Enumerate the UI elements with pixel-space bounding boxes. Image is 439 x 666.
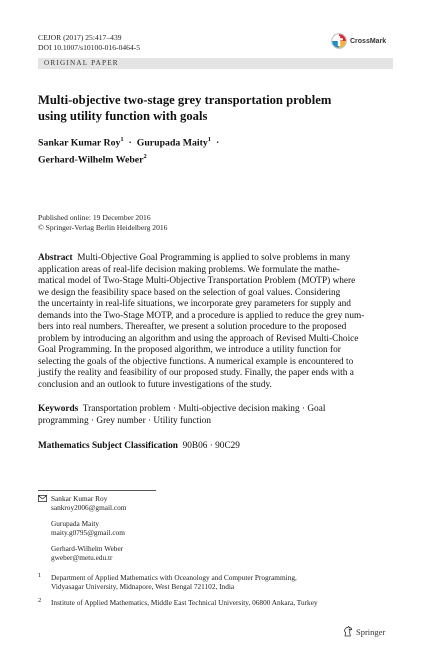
affiliation-marker: 1 — [207, 136, 212, 143]
crossmark-icon — [331, 33, 347, 49]
affiliation-marker: 2 — [143, 153, 147, 161]
affiliation-line: Vidyasagar University, Midnapore, West Bengal 721102, India — [51, 582, 235, 592]
abstract-line: conclusion and an outlook to future investigations of the study. — [38, 380, 272, 391]
contact-name: Gerhard-Wilhelm Weber — [51, 544, 124, 553]
contact-name: Sankar Kumar Roy — [51, 494, 108, 503]
crossmark-badge[interactable] — [331, 33, 397, 49]
title-line-1: Multi-objective two-stage grey transportation problem — [38, 93, 332, 107]
springer-horse-icon — [343, 626, 353, 637]
abstract-line: application areas of real-life decision making problems. We formulate the mathe- — [38, 264, 340, 275]
author-separator: · — [215, 137, 220, 149]
abstract-line: justify the reality and feasibility of our proposed study. Finally, the paper ends with a — [38, 368, 354, 379]
abstract-line: we design the feasibility space based on the selection of goal values. Considering — [38, 287, 341, 298]
keywords-line: Transportation problem · Multi-objective decision making · Goal — [82, 404, 326, 414]
affiliation-line: Department of Applied Mathematics with Oceanology and Computer Programming, — [51, 573, 297, 582]
abstract-heading: Abstract — [38, 253, 73, 263]
abstract-line: the uncertainty in real-life situations, we incorporate grey parameters for supply and — [38, 299, 351, 310]
contact-name: Gurupada Maity — [51, 519, 100, 528]
affiliation-number: 1 — [38, 572, 42, 579]
msc-heading: Mathematics Subject Classification — [38, 441, 178, 451]
abstract-line: bers into real numbers. Thereafter, we present a solution procedure to the proposed — [38, 322, 347, 333]
contact-email[interactable]: gweber@metu.edu.tr — [51, 553, 113, 562]
publication-info — [38, 213, 167, 233]
abstract-line: selecting the goals of the objective functions. A numerical example is encountered to — [38, 356, 354, 367]
doi[interactable]: DOI 10.1007/s10100-016-0464-5 — [38, 43, 141, 52]
abstract — [38, 253, 394, 392]
footnote-rule — [38, 490, 156, 491]
abstract-line: Multi-Objective Goal Programming is applied to solve problems in many — [77, 253, 351, 263]
abstract-line: problem by introducing an algorithm and using the approach of Revised Multi-Choice — [38, 333, 359, 344]
springer-logo[interactable] — [343, 626, 385, 637]
abstract-line: matical model of Two-Stage Multi-Objective Transportation Problem (MOTP) where — [38, 276, 356, 287]
article-type-label: ORIGINAL PAPER — [44, 59, 119, 67]
abstract-line: Goal Programming. In the proposed algorithm, we introduce a utility function for — [38, 345, 341, 356]
contact-email[interactable]: maity.g0795@gmail.com — [51, 528, 125, 537]
published-online-date: Published online: 19 December 2016 — [38, 213, 151, 222]
publisher-name: Springer — [356, 626, 386, 637]
keywords-heading: Keywords — [38, 404, 79, 414]
crossmark-label: CrossMark — [350, 37, 387, 45]
keywords-line: programming · Grey number · Utility function — [38, 415, 211, 426]
keywords — [38, 404, 394, 427]
author-separator: · — [128, 137, 132, 149]
author-list — [38, 133, 398, 168]
author-name[interactable]: Gurupada Maity — [136, 137, 208, 149]
journal-citation: CEJOR (2017) 25:417–439 — [38, 33, 122, 42]
paper-title — [38, 93, 398, 124]
subject-classification — [38, 441, 394, 453]
title-line-2: using utility function with goals — [38, 108, 208, 123]
affiliation-line: Institute of Applied Mathematics, Middle East Technical University, 06800 Ankara, Turkey — [51, 598, 318, 607]
author-name[interactable]: Gerhard-Wilhelm Weber — [38, 154, 144, 166]
abstract-line: demands into the Two-Stage MOTP, and a procedure is applied to reduce the grey num- — [38, 310, 365, 321]
affiliation-marker: 1 — [120, 136, 124, 143]
author-name[interactable]: Sankar Kumar Roy — [38, 137, 121, 149]
article-type-banner — [38, 58, 393, 69]
envelope-icon — [38, 495, 47, 502]
affiliation-number: 2 — [38, 597, 42, 604]
msc-codes: 90B06 · 90C29 — [182, 441, 240, 451]
contact-email[interactable]: sankroy2006@gmail.com — [51, 503, 127, 512]
copyright-notice: © Springer-Verlag Berlin Heidelberg 2016 — [38, 222, 168, 232]
